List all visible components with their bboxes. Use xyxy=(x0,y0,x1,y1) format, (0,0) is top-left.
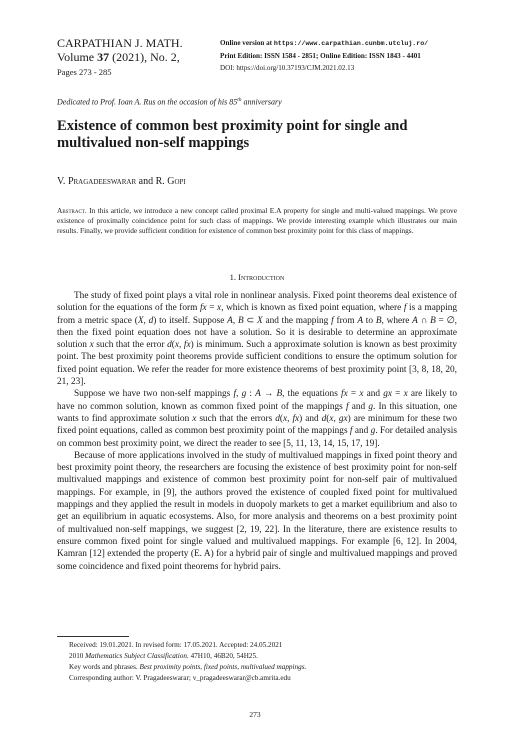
section-heading: 1. Introduction xyxy=(229,272,285,282)
paragraph-2: Suppose we have two non-self mappings f, g : A → B, the equations fx = x and gx = x are likely to have no common solution, known as common fixed point of the mappings f and g. In this situation, one wants to find approximate solution x such that the errors d(x, fx) and d(x, gx) are minimum for these two fixed point equations, called as common best proximity point of the mappings f and g. For detailed analysis on common best proximity point, we direct the reader to see [5, 11, 13, 14, 15, 17, 19]. xyxy=(57,389,457,449)
online-version xyxy=(220,37,460,50)
received-dates: Received: 19.01.2021. In revised form: 17.05.2021. Accepted: 24.05.2021 xyxy=(69,641,283,649)
doi-link[interactable]: DOI: https://doi.org/10.37193/CJM.2021.02.13 xyxy=(220,64,355,72)
online-url-link[interactable]: https://www.carpathian.cunbm.utcluj.ro/ xyxy=(273,40,429,47)
abstract-text: In this article, we introduce a new concept called proximal E.A property for single and multi-valued mappings. We prove existence of proximally coincidence point for such class of mappings. We provide interesting example which illustrates our main results. Finally, we provide sufficient condition for existence of common best proximity point for this class of mappings. xyxy=(57,206,457,236)
body-text xyxy=(57,290,457,573)
abstract xyxy=(57,206,457,237)
page-range: Pages 273 - 285 xyxy=(57,67,112,77)
abstract-label: Abstract. xyxy=(57,206,87,215)
volume-label: Volume xyxy=(57,50,95,64)
paper-authors: V. Pragadeeswarar and R. Gopi xyxy=(57,176,186,187)
paragraph-1: The study of fixed point plays a vital role in nonlinear analysis. Fixed point theorems deal existence of solution for the equations of the form fx = x, which is known as fixed point equation, where f is a mapping from a metric space (X, d) to itself. Suppose A, B ⊂ X and the mapping f from A to B, where A ∩ B = ∅, then the fixed point equation does not have a solution. So it is desirable to determine an approximate solution x such that the error d(x, fx) is minimum. Such a approximate solution is known as best proximity point. The best proximity point theorems provide sufficient conditions to ensure the optimum solution for fixed point equation. We refer the reader for more existence theorems of best proximity point [3, 8, 18, 20, 21, 23]. xyxy=(57,291,457,388)
corresponding-author: Corresponding author: V. Pragadeeswarar; v_pragadeeswarar@cb.amrita.edu xyxy=(69,674,291,682)
dedication: Dedicated to Prof. Ioan A. Rus on the occasion of his 85th anniversary xyxy=(57,97,282,107)
publication-info xyxy=(220,37,460,74)
journal-name: CARPATHIAN J. MATH. xyxy=(57,36,183,50)
journal-header xyxy=(57,36,232,78)
footnotes xyxy=(57,640,457,684)
dedication-superscript: th xyxy=(237,97,242,103)
page-number: 273 xyxy=(249,710,261,719)
volume-number: 37 xyxy=(97,50,110,64)
paragraph-3: Because of more applications involved in the study of multivalued mappings in fixed point theory and best proximity point theory, the researchers are focusing the existence of best proximity point for non-self multivalued mappings and existence of common best proximity point for non-self pair of multivalued mappings. For example, in [9], the authors proved the existence of coupled fixed point for multivalued mappings and they applied the result in models in duopoly markets to get a market equilibrium and also to get an equilibrium in aquatic ecosystems. Also, for more analysis and theorems on a best proximity point of multivalued non-self mappings, we suggest [2, 19, 22]. In the literature, there are existence results to ensure common fixed point for single valued and multivalued mappings. For example [6, 12]. In 2004, Kamran [12] extended the property (E. A) for a hybrid pair of single and multivalued mappings and proved some coincidence and fixed point theorems for hybrid pairs. xyxy=(57,450,457,572)
journal-volume xyxy=(57,50,232,64)
issn-line: Print Edition: ISSN 1584 - 2851; Online Edition: ISSN 1843 - 4401 xyxy=(220,52,421,60)
online-prefix: Online version at xyxy=(220,39,273,47)
volume-issue: (2021), No. 2, xyxy=(112,50,180,64)
paper-title: Existence of common best proximity point for single and multivalued non-self mappings xyxy=(57,118,408,151)
msc-classification: 2010 Mathematics Subject Classification. 47H10, 46B20, 54H25. xyxy=(69,652,258,660)
keywords: Key words and phrases. Best proximity points, fixed points, multivalued mappings. xyxy=(69,663,307,671)
footnote-rule xyxy=(57,636,129,637)
